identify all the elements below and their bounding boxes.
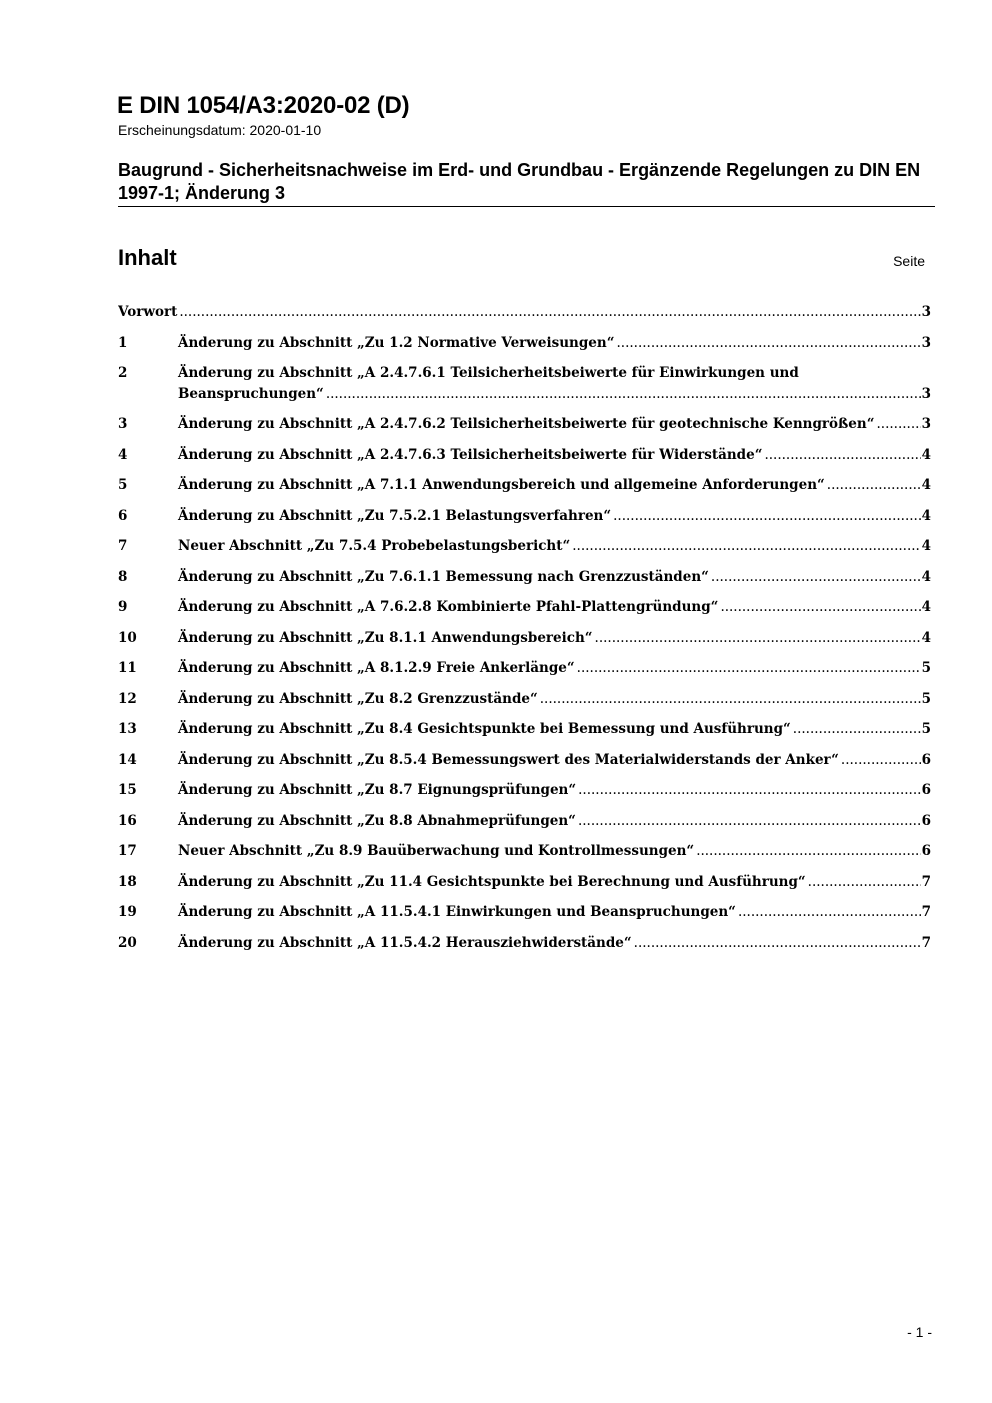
toc-entry-title: Änderung zu Abschnitt „A 8.1.2.9 Freie Ankerlänge“ ..... [178,658,917,679]
toc-page-column-label: Seite [893,253,925,269]
toc-entry-title: Neuer Abschnitt „Zu 8.9 Bauüberwachung und Kontrollmessungen“ ..... [178,841,917,862]
toc-entry[interactable] [118,780,931,801]
toc-entry-page: 4 [921,628,931,649]
toc-entry-title: Änderung zu Abschnitt „Zu 8.2 Grenzzustände“ ..... [178,689,917,710]
table-of-contents [118,302,931,963]
toc-entry-title: Änderung zu Abschnitt „A 7.6.2.8 Kombinierte Pfahl-Plattengründung“ ..... [178,597,917,618]
toc-entry-title: Vorwort ..... [118,302,917,323]
toc-entry-title: Änderung zu Abschnitt „A 2.4.7.6.1 Teilsicherheitsbeiwerte für Einwirkungen und Beanspruchungen“ ..... [178,363,917,404]
toc-entry-page: 6 [921,780,931,801]
toc-entry-title: Änderung zu Abschnitt „Zu 8.5.4 Bemessungswert des Materialwiderstands der Anker“ ..... [178,750,917,771]
toc-entry-page: 4 [921,475,931,496]
toc-entry[interactable] [118,567,931,588]
toc-entry-number: 19 [118,904,137,920]
toc-entry-page: 5 [921,658,931,679]
toc-entry-number: 9 [118,599,128,615]
toc-entry-number: 3 [118,416,128,432]
toc-entry-page: 3 [921,302,931,323]
toc-entry-title: Änderung zu Abschnitt „Zu 11.4 Gesichtspunkte bei Berechnung und Ausführung“ ..... [178,872,917,893]
toc-entry-number: 12 [118,690,137,707]
toc-entry-number: 7 [118,538,128,554]
toc-entry-title: Änderung zu Abschnitt „A 7.1.1 Anwendungsbereich und allgemeine Anforderungen“ ..... [178,475,917,496]
toc-entry[interactable] [118,689,931,710]
toc-entry-title: Änderung zu Abschnitt „Zu 7.5.2.1 Belastungsverfahren“ ..... [178,506,917,527]
toc-entry-title: Änderung zu Abschnitt „A 11.5.4.1 Einwirkungen und Beanspruchungen“ ..... [178,902,917,923]
toc-entry-number: 14 [118,751,137,768]
page-number: - 1 - [907,1324,932,1340]
toc-entry[interactable] [118,750,931,771]
toc-entry-page: 6 [921,750,931,771]
toc-entry-title: Neuer Abschnitt „Zu 7.5.4 Probebelastungsbericht“ ..... [178,536,917,557]
toc-entry[interactable] [118,841,931,862]
toc-entry-page: 6 [921,811,931,832]
toc-entry-number: 10 [118,629,137,646]
toc-entry-page: 3 [921,384,931,405]
toc-entry-number: 5 [118,477,128,493]
toc-entry-number: 17 [118,843,137,859]
toc-entry-number: 8 [118,568,128,585]
title-divider [118,206,935,207]
toc-entry[interactable] [118,933,931,954]
toc-entry-page: 4 [921,567,931,588]
toc-entry-foreword[interactable] [118,302,931,323]
toc-entry-number: 6 [118,507,128,524]
toc-entry-page: 7 [921,902,931,923]
toc-entry[interactable] [118,536,931,557]
toc-entry-title: Änderung zu Abschnitt „A 2.4.7.6.2 Teilsicherheitsbeiwerte für geotechnische Kenngrößen“ ..... [178,414,917,435]
toc-entry[interactable] [118,445,931,466]
toc-entry-title: Änderung zu Abschnitt „Zu 8.4 Gesichtspunkte bei Bemessung und Ausführung“ ..... [178,719,917,740]
toc-entry[interactable] [118,872,931,893]
toc-entry-title: Änderung zu Abschnitt „Zu 7.6.1.1 Bemessung nach Grenzzuständen“ ..... [178,567,917,588]
toc-entry-page: 7 [921,872,931,893]
toc-entry[interactable] [118,506,931,527]
toc-entry-page: 5 [921,719,931,740]
toc-entry-page: 4 [921,506,931,527]
toc-heading: Inhalt [118,245,177,270]
toc-entry-number: 16 [118,812,137,829]
toc-entry-page: 4 [921,597,931,618]
toc-entry-page: 6 [921,841,931,862]
toc-entry-page: 3 [921,333,931,354]
toc-entry-number: 4 [118,446,128,463]
toc-entry[interactable] [118,363,931,404]
toc-entry-title: Änderung zu Abschnitt „A 2.4.7.6.3 Teilsicherheitsbeiwerte für Widerstände“ ..... [178,445,917,466]
toc-entry[interactable] [118,333,931,354]
toc-entry-number: 13 [118,721,137,737]
toc-entry-page: 4 [921,536,931,557]
toc-entry[interactable] [118,597,931,618]
toc-entry-page: 4 [921,445,931,466]
toc-entry-title: Änderung zu Abschnitt „Zu 8.1.1 Anwendungsbereich“ ..... [178,628,917,649]
document-title: Baugrund - Sicherheitsnachweise im Erd- und Grundbau - Ergänzende Regelungen zu DIN EN 1997-1; Änderung 3 [118,160,921,203]
toc-entry-title: Änderung zu Abschnitt „Zu 1.2 Normative Verweisungen“ ..... [178,333,917,354]
toc-entry-number: 20 [118,934,137,951]
toc-entry-number: 18 [118,873,137,890]
toc-entry-title: Änderung zu Abschnitt „Zu 8.8 Abnahmeprüfungen“ ..... [178,811,917,832]
toc-entry[interactable] [118,475,931,496]
toc-entry-number: 15 [118,782,137,798]
toc-entry-number: 11 [118,660,137,676]
toc-entry[interactable] [118,811,931,832]
toc-entry[interactable] [118,719,931,740]
document-code: E DIN 1054/A3:2020-02 (D) [117,92,410,119]
toc-entry[interactable] [118,902,931,923]
toc-entry[interactable] [118,628,931,649]
toc-entry-title: Änderung zu Abschnitt „Zu 8.7 Eignungsprüfungen“ ..... [178,780,917,801]
toc-entry-number: 2 [118,365,128,381]
publication-date: Erscheinungsdatum: 2020-01-10 [118,122,322,138]
toc-entry-page: 5 [921,689,931,710]
toc-entry-page: 7 [921,933,931,954]
toc-entry-page: 3 [921,414,931,435]
toc-entry-number: 1 [118,334,128,351]
toc-entry-title: Änderung zu Abschnitt „A 11.5.4.2 Herausziehwiderstände“ ..... [178,933,917,954]
toc-entry[interactable] [118,658,931,679]
toc-entry[interactable] [118,414,931,435]
